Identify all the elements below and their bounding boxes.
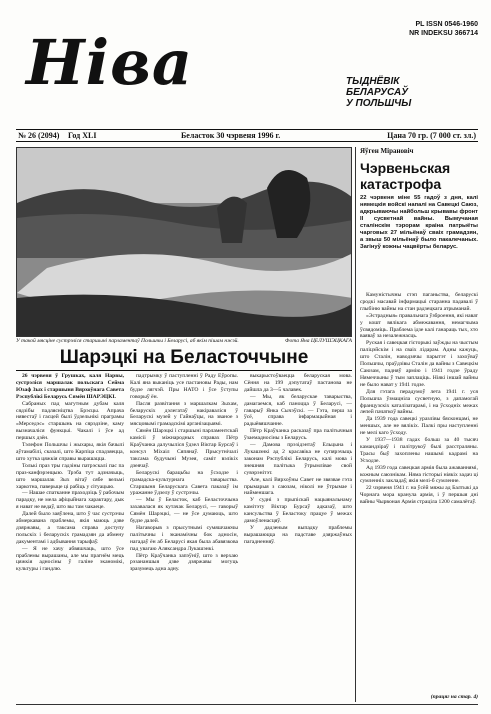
article-column-1 xyxy=(16,373,124,703)
paragraph: падтрымку ў паступленні ў Раду Еўропы. Калі яна выканіць усе пастановы Рады, нам будзе лягчэй. Пры НАТО і ўсе ўступы говорыў ён. xyxy=(130,373,238,400)
paragraph: Камуністычны стэп паганьства, беларускі сродкі масавай інфармацыі старанна падавалі ў глыбіню вайны на стан радзецкага атрыманай. xyxy=(360,292,478,312)
paragraph: Але, калі Вярхоўны Савет не звязвае гэта прымарыя з саюзам, ніколі не ўтрымае і найменшага. xyxy=(244,476,352,497)
article-column-right xyxy=(360,292,478,692)
photo-image xyxy=(17,148,352,337)
paragraph: У 1937—1938 гадах больш за 40 тысяч камандзіраў і палітрукоў былі расстраляны. Трасы быў захоплены нашымі кадрамі на Усходзе. xyxy=(360,437,478,464)
paragraph: Пасля развітання з маршалкам Зыхам, беларускіх дэлегатаў накіраваліся ў Беларускі музей у Гайнаўцы, на званое з мясцовымі грамадскімі арганізацыямі. xyxy=(130,400,238,428)
issue-info-bar xyxy=(16,129,478,142)
photo-credit: Фота Яна ЦЕЛУШЭЦКАГА xyxy=(285,338,352,344)
masthead xyxy=(16,20,478,110)
issue-price: Цана 70 гр. (7 000 ст. зл.) xyxy=(387,131,476,140)
paragraph: У дадзеным выпадку праблемы вырашаюцца на падставе дзяржаўных пагадненняў. xyxy=(244,524,352,545)
paragraph: — Мы ў Беласток, каб Беласточчына захавалася як кутачак Беларусі, — гаворыў Сямён Шарэцкі, — не ўсе думаюць, што будзе далей. xyxy=(130,497,238,525)
paragraph: Толькі праз тры гадзіны патрэскалі пас па праз-канфэрэнцыю. Трэба тут адзначыць, што маршалак Зых вітаў сябе вельмі харкотна, паверыце ці рабіць у сітуацыю. xyxy=(16,462,124,490)
paragraph: «Эстрадныя» правальнага ўзброення, які нават у кошт вялікага абмежавання, немагчыма ўсвядоміць. Праблема ідзе калі ганараць тых, хто ваяваў за незалежнасць. xyxy=(360,312,478,340)
main-headline: Шарэцкі на Беласточчыне xyxy=(16,346,352,371)
paragraph: 22 чэрвеня 1941 г. на ўсёй мяжы ад Балтыкі да Чорнага мора кранула армія, і ў першыя дні вайны Чырвоная Армія страціла 1200 самалётаў. xyxy=(360,485,478,506)
paragraph: Ад 1939 года савецкая армія была ажаваннямі, кожным саюзнікам. Няма гісторыі ніякіх задач ці сумленніх закладаў, якія мелі-б сумленне. xyxy=(360,464,478,485)
paragraph: У судні з прыпіскай нацыянальнаму камітэту Віктар Бурсаў адказаў, што кансульства ў Беластоку працуе ў межах дамоўленасцяў. xyxy=(244,497,352,525)
paragraph: — Дамова прэзідэнтаў Ельцына і Лукашэнкі ад 2 красавіка не супярэчыць законам Рэспублікі Беларусь, калі мова і знешняя палітыка ўтрымлівае свой сувэрэнітэт. xyxy=(244,442,352,476)
photo-caption-row xyxy=(16,338,352,345)
column-divider xyxy=(355,147,356,702)
paragraph: Беларускі барацьбы на ўсходзе і грамадска-культурнага таварыства. Старшыня Беларускага Савета паказаў ім уражанне ўдзелу ў сустрэчы. xyxy=(130,469,238,497)
paragraph: — Нашае спатканне праходзіць ў рабочым парадку, не мела афіцыйнага характару, дык я нават не ведаў, што вы там чакаеце. xyxy=(16,490,124,511)
paragraph: Далей было заяўлена, што ў час сустрэчы абмеркавана праблемы, якія маюць дзве дзяржавы, а таксама справа доступу польскіх і беларускіх грамадзян да абмену дакументамі і адбывання тарыфаў. xyxy=(16,511,124,545)
paragraph: Пётр Краўчанка расказаў пра палітычныя ўзаемадносіны з Беларусь. xyxy=(244,428,352,442)
article-column-2 xyxy=(130,373,238,703)
bottom-rule xyxy=(16,704,478,705)
paragraph: Пётр Краўчанка запэўніў, што з верхаю рэзананшыя дзве дзяржавы могуць зразумець адна адну. xyxy=(130,552,238,573)
paragraph: Тэлефон Польшчы і жыхары, якія бачылі аўтамабілі, сказалі, што Карпіца спадзяецца, што хутка цяжкія справы вырашацца. xyxy=(16,442,124,462)
paragraph: Руская і савецкая гісторыкі заўжды на чыстым паліцэйскім і на сваіх лідарам. Адны кажуць, што Сталін, наводзячы парытэт і захоўваў Польшчы, праўдзівы Сталін да вайны з Савецкім Саюзам, падняў армію і 1941 годзе ўраду Нямеччыны ў тым заплаціць. Ніякі іншай вайны не было нават у 1941 годзе. xyxy=(360,340,478,388)
paragraph: Для гэтага перадумоў лета 1941 г. уся Польшча ўзмацніла сусветную, з дапамогай французскіх каталізатарамі, і на ўсходніх межах лепей пачаткоў вайны. xyxy=(360,388,478,416)
issn-block xyxy=(409,20,478,38)
landscape-photo xyxy=(16,147,352,337)
paragraph: Да 1939 года савецкі уразлівы бясконцамі, не меншых, але не вялікіх. Палкі пры наступленні не мелі каго ўсходу. xyxy=(360,416,478,437)
paragraph: Сямён Шарэцкі і старшыні парламентскай камісіі ў міжнародных справах Пётр Краўчанка далучыліся ўдзел Віктар Бурсаў і консул Міхаіл Сяпянаў. Прысутнічалі таксама будучыні Музея, саміт вэлікіх дзеячаў. xyxy=(130,428,238,469)
issue-year: Год XLI xyxy=(68,131,97,140)
paragraph: Сабраных пад магутным дубам каля сядзібы падлясніцтва Брэсцы. Апрача нявестаў і гасцей былі ўдзельнікі праграмы «Мерседэс» старшынь на сярэдзіне, каму вызначаліся функцыі. Чакалі і ўсе ад першых дзён. xyxy=(16,400,124,442)
paragraph: выкарыстоўваецца беларуская мова. Сёння на 199 дэпутатаў пастанова не дайшла да 3—5 чалавек. xyxy=(244,373,352,393)
article-title: Чэрвеньская катастрофа xyxy=(360,160,451,192)
continued-note: (працяг на стар. 4) xyxy=(430,694,478,700)
article-column-3 xyxy=(244,373,352,703)
issue-date: Беласток 30 чэрвеня 1996 г. xyxy=(181,131,281,140)
newspaper-logo: Ніва xyxy=(26,26,194,99)
paragraph: — Я не хачу абвяшчаць, што ўсе праблемы вырашаны, але мы прагнём мець цяжкія адносіны ў галіне эканомікі, культуры і гандлю. xyxy=(16,545,124,573)
paragraph: Нагаворыв з прысутнымі сумяшчаючы палітычны і эканамічны бок адносін, нагадаў ён аб Беларусі якая была абавязкова пад увагаю Аляксандра Лукашэнкі. xyxy=(130,524,238,552)
paragraph: 26 чэрвеня ў Грушках, каля Нарвы, сустрэліся маршалак польскага Сейма Юзаф Зых і старшыня Вярхоўнага Савета Рэспублікі Беларусь Сямён ШАРЭЦКІ. xyxy=(16,373,124,400)
paragraph: — Мы, як беларускае таварыства, дамагаемся, каб паноцца ў Беларусі, — гаварыў Янка Сычэўскі. — Гэта, перш за ўсё, справа інфармацыйная і радыёвяшчанне. xyxy=(244,393,352,428)
article-author: Яўген Мірановіч xyxy=(360,147,414,155)
article-lead: 22 чэрвеня міне 55 гадоў з дня, калі нямецкія войскі напалі на Савецкі Саюз, адкрываючы найбольш крывавы фронт II сусветнай вайны. Вымучаная сталінскім тэрорам краіна патрыёты чарговых 27 мільёнаў сваіх грамадзян, а звыш 50 мільёнаў было пакалечаных. Загінуў кожны чацвёрты беларус. xyxy=(360,195,478,250)
issn-line: PL ISSN 0546-1960 xyxy=(415,21,478,28)
tagline-line-2: БЕЛАРУСАЎ xyxy=(346,87,408,98)
issue-number: № 26 (2094) xyxy=(18,131,60,140)
index-line: NR INDEKSU 366714 xyxy=(409,30,478,37)
tagline-line-1: ТЫДНЁВІК xyxy=(346,76,400,87)
photo-caption: У такой мясціне сустрэліся старшыні парламентаў Польшчы і Беларусі, аб якім пішам нжэй. xyxy=(16,338,239,344)
tagline-line-3: У ПОЛЬШЧЫ xyxy=(346,98,412,109)
tagline xyxy=(346,76,411,109)
